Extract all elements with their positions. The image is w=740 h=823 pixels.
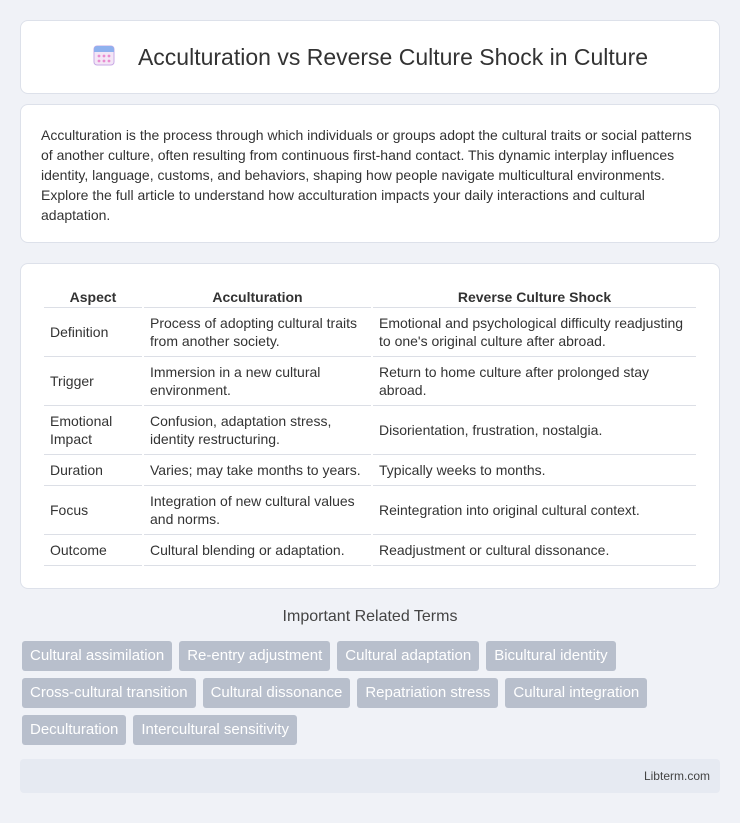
tag-cultural-assimilation[interactable]: Cultural assimilation xyxy=(22,641,172,671)
tag-intercultural-sensitivity[interactable]: Intercultural sensitivity xyxy=(133,715,297,745)
table-cell: Integration of new cultural values and norms. xyxy=(144,486,371,535)
table-row xyxy=(44,357,696,406)
table-row xyxy=(44,486,696,535)
table-cell: Return to home culture after prolonged stay abroad. xyxy=(373,357,696,406)
related-terms-title: Important Related Terms xyxy=(282,608,458,625)
table-cell: Cultural blending or adaptation. xyxy=(144,535,371,566)
table-row xyxy=(44,406,696,455)
tag-cultural-adaptation[interactable]: Cultural adaptation xyxy=(337,641,479,671)
tag-bicultural-identity[interactable]: Bicultural identity xyxy=(486,641,615,671)
table-row xyxy=(44,308,696,357)
table-cell: Definition xyxy=(44,308,142,357)
table-cell: Process of adopting cultural traits from another society. xyxy=(144,308,371,357)
calendar-icon xyxy=(92,43,116,72)
table-cell: Confusion, adaptation stress, identity restructuring. xyxy=(144,406,371,455)
table-cell: Immersion in a new cultural environment. xyxy=(144,357,371,406)
related-terms-list xyxy=(22,641,722,745)
page-title: Acculturation vs Reverse Culture Shock in Culture xyxy=(137,43,649,70)
tag-re-entry-adjustment[interactable]: Re-entry adjustment xyxy=(179,641,330,671)
table-cell: Focus xyxy=(44,486,142,535)
table-header-row xyxy=(44,286,696,308)
tag-cultural-integration[interactable]: Cultural integration xyxy=(505,678,647,708)
comparison-table xyxy=(42,286,698,566)
table-cell: Varies; may take months to years. xyxy=(144,455,371,486)
intro-card xyxy=(20,104,720,243)
table-cell: Typically weeks to months. xyxy=(373,455,696,486)
tag-cross-cultural-transition[interactable]: Cross-cultural transition xyxy=(22,678,196,708)
footer-site-link[interactable]: Libterm.com xyxy=(643,769,710,783)
table-cell: Duration xyxy=(44,455,142,486)
intro-paragraph: Acculturation is the process through which individuals or groups adopt the cultural traits or social patterns of another culture, often resulting from continuous first-hand contact. This dynamic interplay influences identity, language, customs, and behaviors, shaping how people navigate multicultural environments. Explore the full article to understand how acculturation impacts your daily interactions and cultural adaptation. xyxy=(41,127,692,223)
table-cell: Emotional Impact xyxy=(44,406,142,455)
table-cell: Outcome xyxy=(44,535,142,566)
table-cell: Trigger xyxy=(44,357,142,406)
table-cell: Readjustment or cultural dissonance. xyxy=(373,535,696,566)
table-cell: Disorientation, frustration, nostalgia. xyxy=(373,406,696,455)
table-row xyxy=(44,535,696,566)
tag-repatriation-stress[interactable]: Repatriation stress xyxy=(357,678,498,708)
header-card xyxy=(20,20,720,94)
table-row xyxy=(44,455,696,486)
table-cell: Reintegration into original cultural context. xyxy=(373,486,696,535)
header-acculturation: Acculturation xyxy=(144,286,371,308)
table-cell: Emotional and psychological difficulty readjusting to one's original culture after abroad. xyxy=(373,308,696,357)
tag-cultural-dissonance[interactable]: Cultural dissonance xyxy=(203,678,351,708)
header-aspect: Aspect xyxy=(44,286,142,308)
footer xyxy=(20,759,720,793)
tag-deculturation[interactable]: Deculturation xyxy=(22,715,126,745)
comparison-table-card xyxy=(20,263,720,589)
header-reverse-culture-shock: Reverse Culture Shock xyxy=(373,286,696,308)
